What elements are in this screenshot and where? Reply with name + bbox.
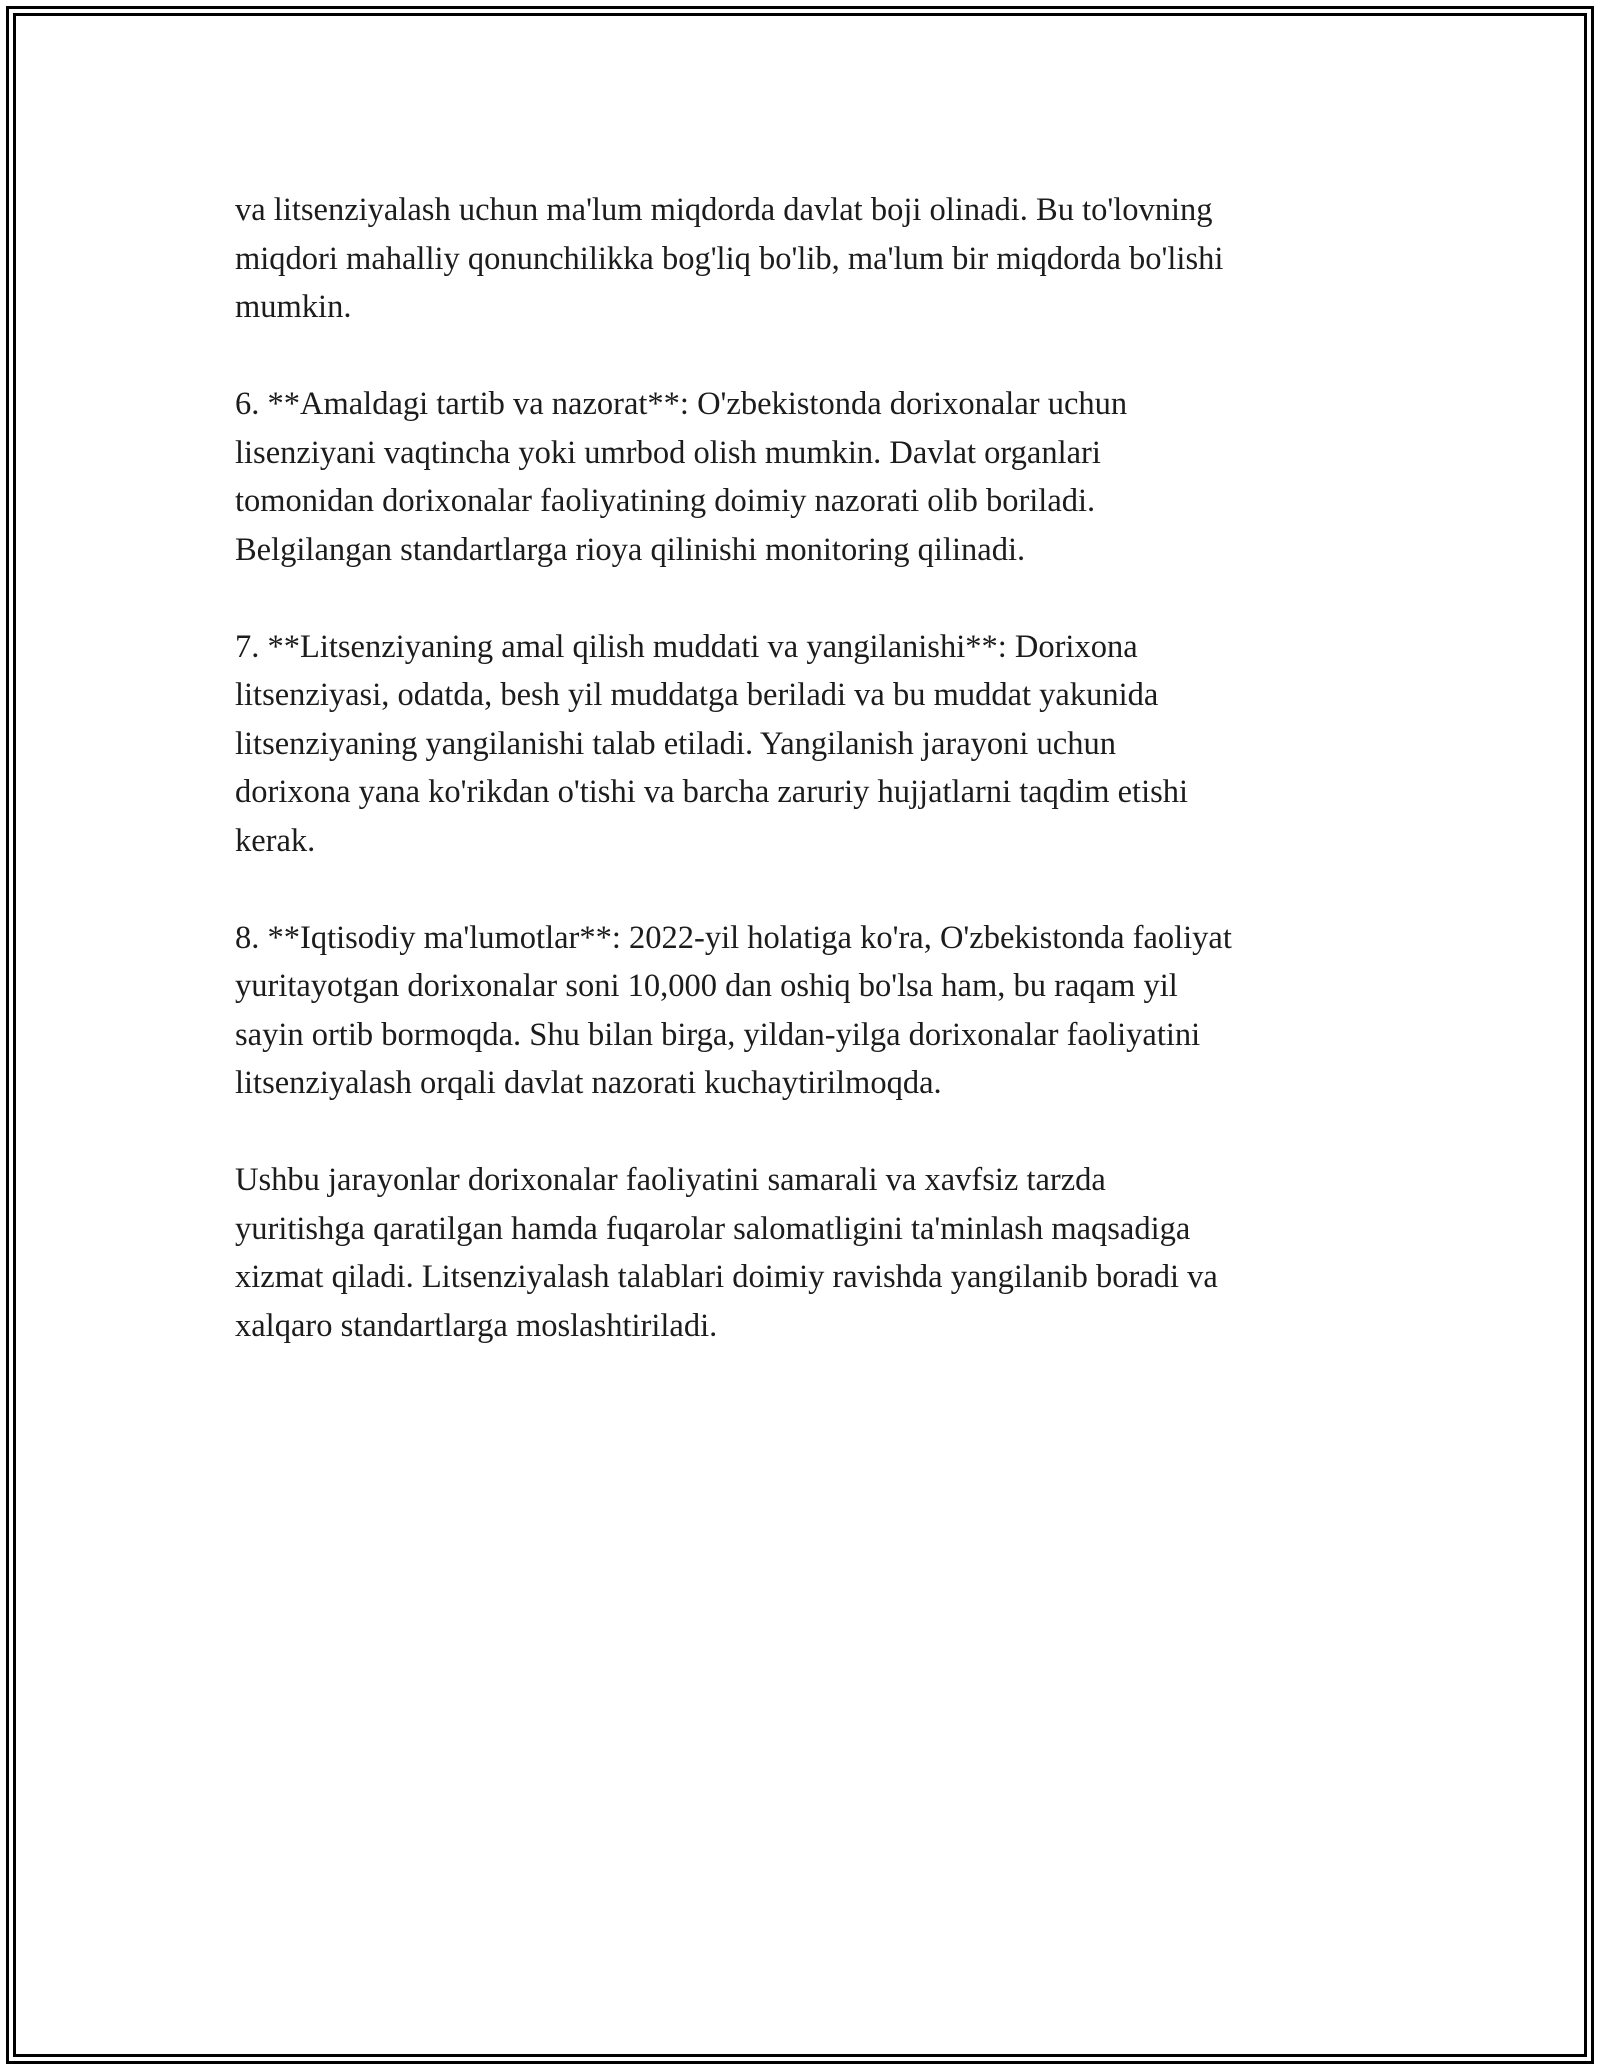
- paragraph-item-8: [235, 914, 1385, 1108]
- text-line: va litsenziyalash uchun ma'lum miqdorda davlat boji olinadi. Bu to'lovning: [235, 192, 1213, 228]
- text-line: xizmat qiladi. Litsenziyalash talablari doimiy ravishda yangilanib boradi va: [235, 1259, 1218, 1295]
- text-line: litsenziyalash orqali davlat nazorati kuchaytirilmoqda.: [235, 1065, 942, 1101]
- text-line: mumkin.: [235, 289, 352, 325]
- text-line: tomonidan dorixonalar faoliyatining doimiy nazorati olib boriladi.: [235, 483, 1096, 519]
- document-body: [235, 186, 1385, 1350]
- text-line: yuritayotgan dorixonalar soni 10,000 dan oshiq bo'lsa ham, bu raqam yil: [235, 968, 1178, 1004]
- paragraph-item-6: [235, 380, 1385, 574]
- text-line: kerak.: [235, 822, 316, 859]
- paragraph-item-7: [235, 623, 1385, 866]
- paragraph-state-fee: [235, 186, 1385, 332]
- text-line: sayin ortib bormoqda. Shu bilan birga, yildan-yilga dorixonalar faoliyatini: [235, 1016, 1201, 1053]
- text-line: yuritishga qaratilgan hamda fuqarolar salomatligini ta'minlash maqsadiga: [235, 1210, 1191, 1247]
- text-line: litsenziyaning yangilanishi talab etiladi. Yangilanish jarayoni uchun: [235, 725, 1116, 762]
- text-line: 8. **Iqtisodiy ma'lumotlar**: 2022-yil holatiga ko'ra, O'zbekistonda faoliyat: [235, 919, 1232, 956]
- text-line: xalqaro standartlarga moslashtiriladi.: [235, 1307, 718, 1344]
- text-line: 7. **Litsenziyaning amal qilish muddati va yangilanishi**: Dorixona: [235, 628, 1138, 665]
- paragraph-conclusion: [235, 1156, 1385, 1350]
- text-line: litsenziyasi, odatda, besh yil muddatga beriladi va bu muddat yakunida: [235, 677, 1159, 713]
- text-line: Ushbu jarayonlar dorixonalar faoliyatini samarali va xavfsiz tarzda: [235, 1162, 1106, 1198]
- text-line: dorixona yana ko'rikdan o'tishi va barcha zaruriy hujjatlarni taqdim etishi: [235, 774, 1189, 810]
- text-line: Belgilangan standartlarga rioya qilinishi monitoring qilinadi.: [235, 531, 1026, 568]
- text-line: lisenziyani vaqtincha yoki umrbod olish mumkin. Davlat organlari: [235, 434, 1101, 471]
- text-line: 6. **Amaldagi tartib va nazorat**: O'zbekistonda dorixonalar uchun: [235, 386, 1128, 422]
- text-line: miqdori mahalliy qonunchilikka bog'liq bo'lib, ma'lum bir miqdorda bo'lishi: [235, 240, 1224, 277]
